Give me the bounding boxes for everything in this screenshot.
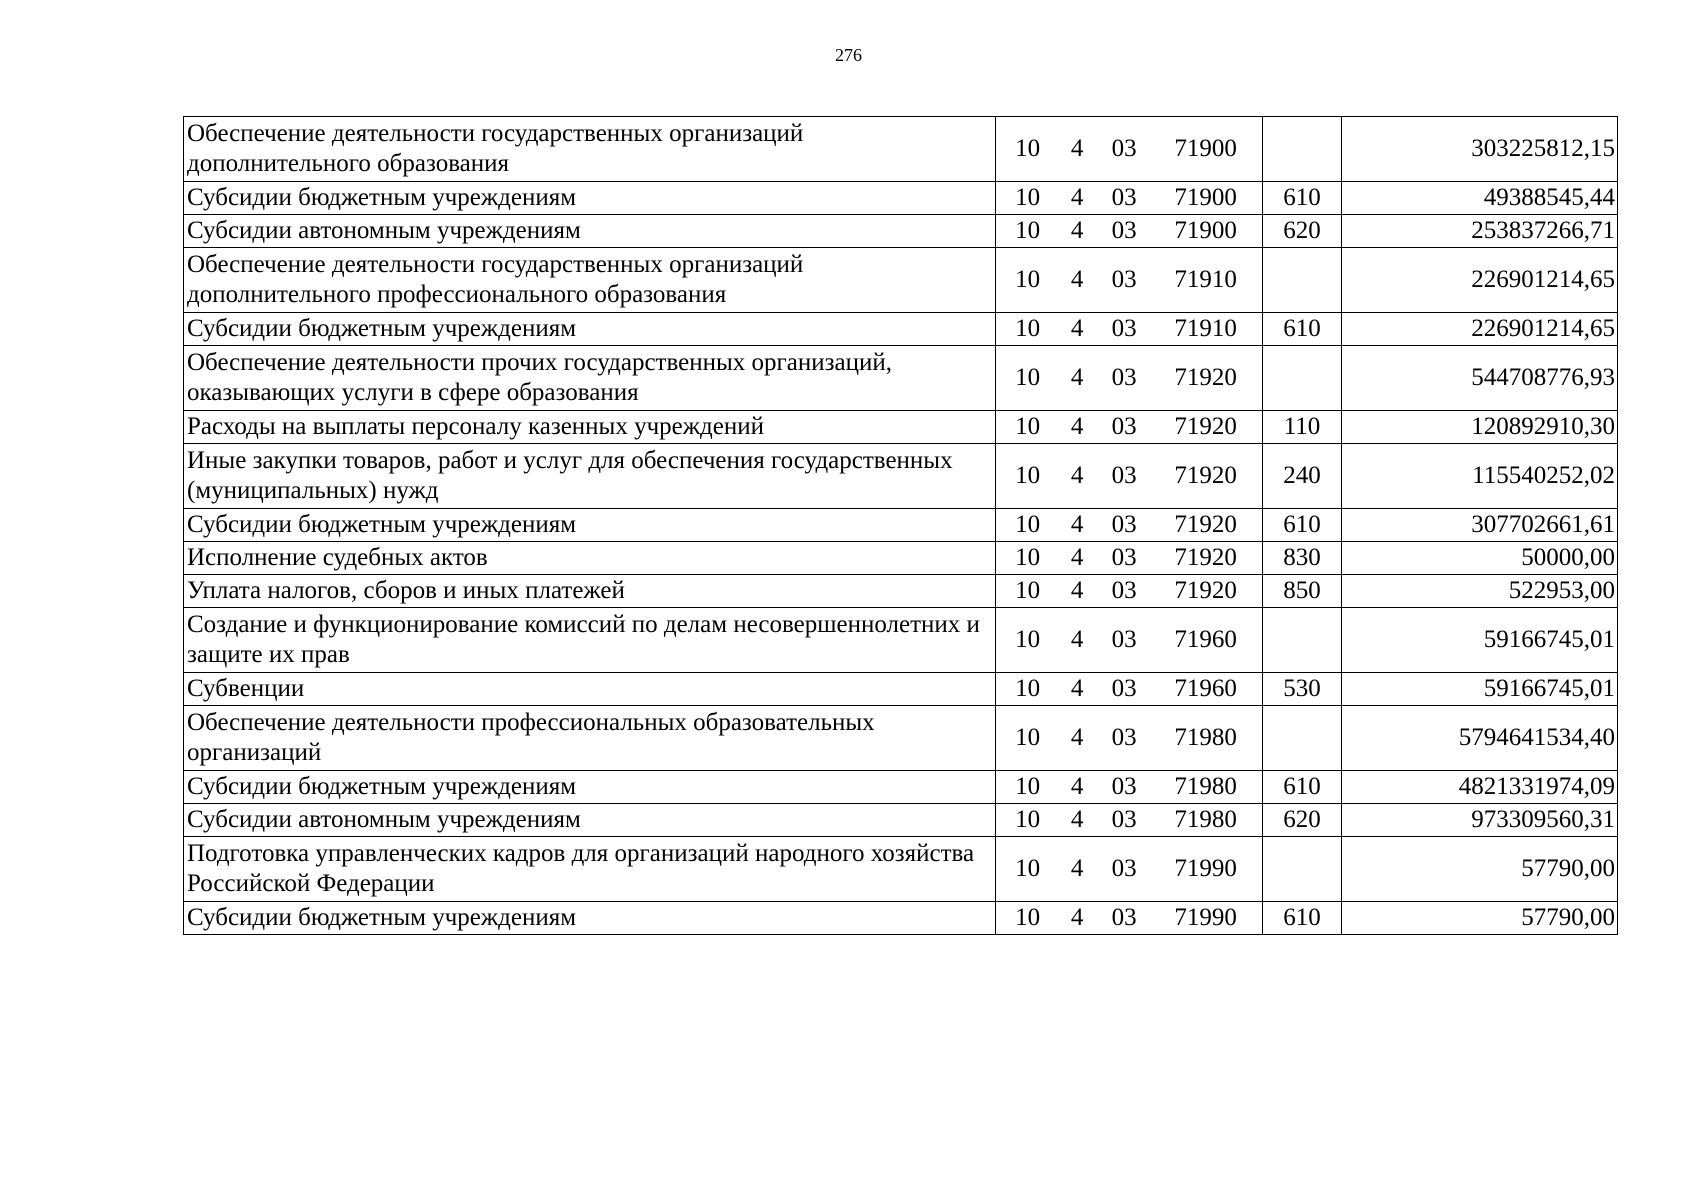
row-description: Уплата налогов, сборов и иных платежей	[184, 575, 996, 608]
section-code: 10	[1015, 135, 1041, 162]
expense-type-code: 610	[1263, 182, 1342, 215]
program-code: 4	[1070, 626, 1084, 653]
budget-table	[183, 116, 1618, 935]
row-classification-codes	[996, 509, 1263, 542]
row-description: Субвенции	[184, 673, 996, 706]
table-row	[184, 575, 1618, 608]
row-classification-codes	[996, 608, 1263, 673]
program-code: 4	[1070, 904, 1084, 931]
row-classification-codes	[996, 902, 1263, 935]
expense-type-code: 620	[1263, 215, 1342, 248]
row-description: Субсидии бюджетным учреждениям	[184, 182, 996, 215]
table-row	[184, 117, 1618, 182]
row-amount: 49388545,44	[1342, 182, 1618, 215]
subprogram-code: 03	[1111, 462, 1137, 489]
row-amount: 5794641534,40	[1342, 706, 1618, 771]
table-row	[184, 509, 1618, 542]
expense-type-code	[1263, 117, 1342, 182]
expense-type-code: 110	[1263, 411, 1342, 444]
row-classification-codes	[996, 248, 1263, 313]
row-classification-codes	[996, 313, 1263, 346]
subprogram-code: 03	[1111, 413, 1137, 440]
program-code: 4	[1070, 675, 1084, 702]
table-row	[184, 411, 1618, 444]
table-row	[184, 804, 1618, 837]
row-classification-codes	[996, 444, 1263, 509]
program-code: 4	[1070, 135, 1084, 162]
article-code: 71960	[1174, 626, 1237, 653]
subprogram-code: 03	[1111, 364, 1137, 391]
subprogram-code: 03	[1111, 577, 1137, 604]
subprogram-code: 03	[1111, 773, 1137, 800]
row-classification-codes	[996, 804, 1263, 837]
row-amount: 120892910,30	[1342, 411, 1618, 444]
row-description: Обеспечение деятельности профессиональных образовательных организаций	[184, 706, 996, 771]
program-code: 4	[1070, 773, 1084, 800]
row-amount: 522953,00	[1342, 575, 1618, 608]
subprogram-code: 03	[1111, 217, 1137, 244]
program-code: 4	[1070, 855, 1084, 882]
row-amount: 307702661,61	[1342, 509, 1618, 542]
table-row	[184, 182, 1618, 215]
article-code: 71920	[1174, 364, 1237, 391]
expense-type-code: 620	[1263, 804, 1342, 837]
table-row	[184, 313, 1618, 346]
section-code: 10	[1015, 773, 1041, 800]
row-description: Исполнение судебных актов	[184, 542, 996, 575]
article-code: 71960	[1174, 675, 1237, 702]
row-classification-codes	[996, 215, 1263, 248]
row-amount: 973309560,31	[1342, 804, 1618, 837]
row-amount: 226901214,65	[1342, 313, 1618, 346]
program-code: 4	[1070, 217, 1084, 244]
row-amount: 253837266,71	[1342, 215, 1618, 248]
article-code: 71900	[1174, 217, 1237, 244]
subprogram-code: 03	[1111, 675, 1137, 702]
article-code: 71910	[1174, 266, 1237, 293]
expense-type-code: 610	[1263, 313, 1342, 346]
expense-type-code	[1263, 837, 1342, 902]
row-description: Создание и функционирование комиссий по делам несовершеннолетних и защите их прав	[184, 608, 996, 673]
row-description: Субсидии бюджетным учреждениям	[184, 313, 996, 346]
subprogram-code: 03	[1111, 266, 1137, 293]
expense-type-code: 610	[1263, 771, 1342, 804]
row-description: Обеспечение деятельности государственных организаций дополнительного профессионального образования	[184, 248, 996, 313]
table-row	[184, 248, 1618, 313]
expense-type-code: 610	[1263, 902, 1342, 935]
row-amount: 115540252,02	[1342, 444, 1618, 509]
expense-type-code: 610	[1263, 509, 1342, 542]
program-code: 4	[1070, 184, 1084, 211]
section-code: 10	[1015, 217, 1041, 244]
article-code: 71920	[1174, 413, 1237, 440]
row-classification-codes	[996, 575, 1263, 608]
section-code: 10	[1015, 904, 1041, 931]
table-row	[184, 346, 1618, 411]
page-number: 276	[835, 45, 862, 65]
article-code: 71990	[1174, 855, 1237, 882]
section-code: 10	[1015, 266, 1041, 293]
article-code: 71980	[1174, 806, 1237, 833]
row-classification-codes	[996, 771, 1263, 804]
budget-table-body	[184, 117, 1618, 935]
section-code: 10	[1015, 184, 1041, 211]
section-code: 10	[1015, 462, 1041, 489]
subprogram-code: 03	[1111, 855, 1137, 882]
section-code: 10	[1015, 413, 1041, 440]
subprogram-code: 03	[1111, 511, 1137, 538]
row-amount: 303225812,15	[1342, 117, 1618, 182]
article-code: 71920	[1174, 462, 1237, 489]
program-code: 4	[1070, 806, 1084, 833]
section-code: 10	[1015, 855, 1041, 882]
table-row	[184, 771, 1618, 804]
expense-type-code	[1263, 248, 1342, 313]
row-amount: 4821331974,09	[1342, 771, 1618, 804]
expense-type-code	[1263, 706, 1342, 771]
program-code: 4	[1070, 413, 1084, 440]
table-row	[184, 444, 1618, 509]
row-description: Обеспечение деятельности прочих государственных организаций, оказывающих услуги в сфере образования	[184, 346, 996, 411]
row-classification-codes	[996, 706, 1263, 771]
section-code: 10	[1015, 724, 1041, 751]
subprogram-code: 03	[1111, 904, 1137, 931]
subprogram-code: 03	[1111, 806, 1137, 833]
section-code: 10	[1015, 364, 1041, 391]
table-row	[184, 673, 1618, 706]
row-classification-codes	[996, 411, 1263, 444]
section-code: 10	[1015, 577, 1041, 604]
row-classification-codes	[996, 837, 1263, 902]
row-classification-codes	[996, 182, 1263, 215]
row-amount: 57790,00	[1342, 837, 1618, 902]
article-code: 71900	[1174, 135, 1237, 162]
article-code: 71900	[1174, 184, 1237, 211]
article-code: 71920	[1174, 511, 1237, 538]
expense-type-code	[1263, 346, 1342, 411]
row-classification-codes	[996, 542, 1263, 575]
article-code: 71990	[1174, 904, 1237, 931]
program-code: 4	[1070, 724, 1084, 751]
row-amount: 50000,00	[1342, 542, 1618, 575]
subprogram-code: 03	[1111, 724, 1137, 751]
program-code: 4	[1070, 462, 1084, 489]
article-code: 71980	[1174, 773, 1237, 800]
section-code: 10	[1015, 806, 1041, 833]
program-code: 4	[1070, 266, 1084, 293]
row-amount: 544708776,93	[1342, 346, 1618, 411]
subprogram-code: 03	[1111, 315, 1137, 342]
expense-type-code	[1263, 608, 1342, 673]
row-description: Субсидии автономным учреждениям	[184, 215, 996, 248]
program-code: 4	[1070, 577, 1084, 604]
row-description: Субсидии бюджетным учреждениям	[184, 509, 996, 542]
row-description: Расходы на выплаты персоналу казенных учреждений	[184, 411, 996, 444]
table-row	[184, 706, 1618, 771]
row-amount: 57790,00	[1342, 902, 1618, 935]
row-amount: 59166745,01	[1342, 673, 1618, 706]
program-code: 4	[1070, 315, 1084, 342]
expense-type-code: 850	[1263, 575, 1342, 608]
expense-type-code: 240	[1263, 444, 1342, 509]
article-code: 71920	[1174, 544, 1237, 571]
row-description: Субсидии автономным учреждениям	[184, 804, 996, 837]
section-code: 10	[1015, 315, 1041, 342]
row-description: Субсидии бюджетным учреждениям	[184, 902, 996, 935]
table-row	[184, 902, 1618, 935]
table-row	[184, 608, 1618, 673]
section-code: 10	[1015, 544, 1041, 571]
program-code: 4	[1070, 364, 1084, 391]
expense-type-code: 830	[1263, 542, 1342, 575]
subprogram-code: 03	[1111, 626, 1137, 653]
program-code: 4	[1070, 511, 1084, 538]
row-amount: 226901214,65	[1342, 248, 1618, 313]
article-code: 71910	[1174, 315, 1237, 342]
expense-type-code: 530	[1263, 673, 1342, 706]
section-code: 10	[1015, 511, 1041, 538]
table-row	[184, 542, 1618, 575]
row-classification-codes	[996, 346, 1263, 411]
row-description: Подготовка управленческих кадров для организаций народного хозяйства Российской Федерации	[184, 837, 996, 902]
row-description: Обеспечение деятельности государственных организаций дополнительного образования	[184, 117, 996, 182]
row-classification-codes	[996, 673, 1263, 706]
article-code: 71920	[1174, 577, 1237, 604]
article-code: 71980	[1174, 724, 1237, 751]
section-code: 10	[1015, 626, 1041, 653]
subprogram-code: 03	[1111, 544, 1137, 571]
subprogram-code: 03	[1111, 135, 1137, 162]
table-row	[184, 837, 1618, 902]
row-classification-codes	[996, 117, 1263, 182]
program-code: 4	[1070, 544, 1084, 571]
row-amount: 59166745,01	[1342, 608, 1618, 673]
row-description: Субсидии бюджетным учреждениям	[184, 771, 996, 804]
section-code: 10	[1015, 675, 1041, 702]
table-row	[184, 215, 1618, 248]
subprogram-code: 03	[1111, 184, 1137, 211]
row-description: Иные закупки товаров, работ и услуг для обеспечения государственных (муниципальных) нужд	[184, 444, 996, 509]
